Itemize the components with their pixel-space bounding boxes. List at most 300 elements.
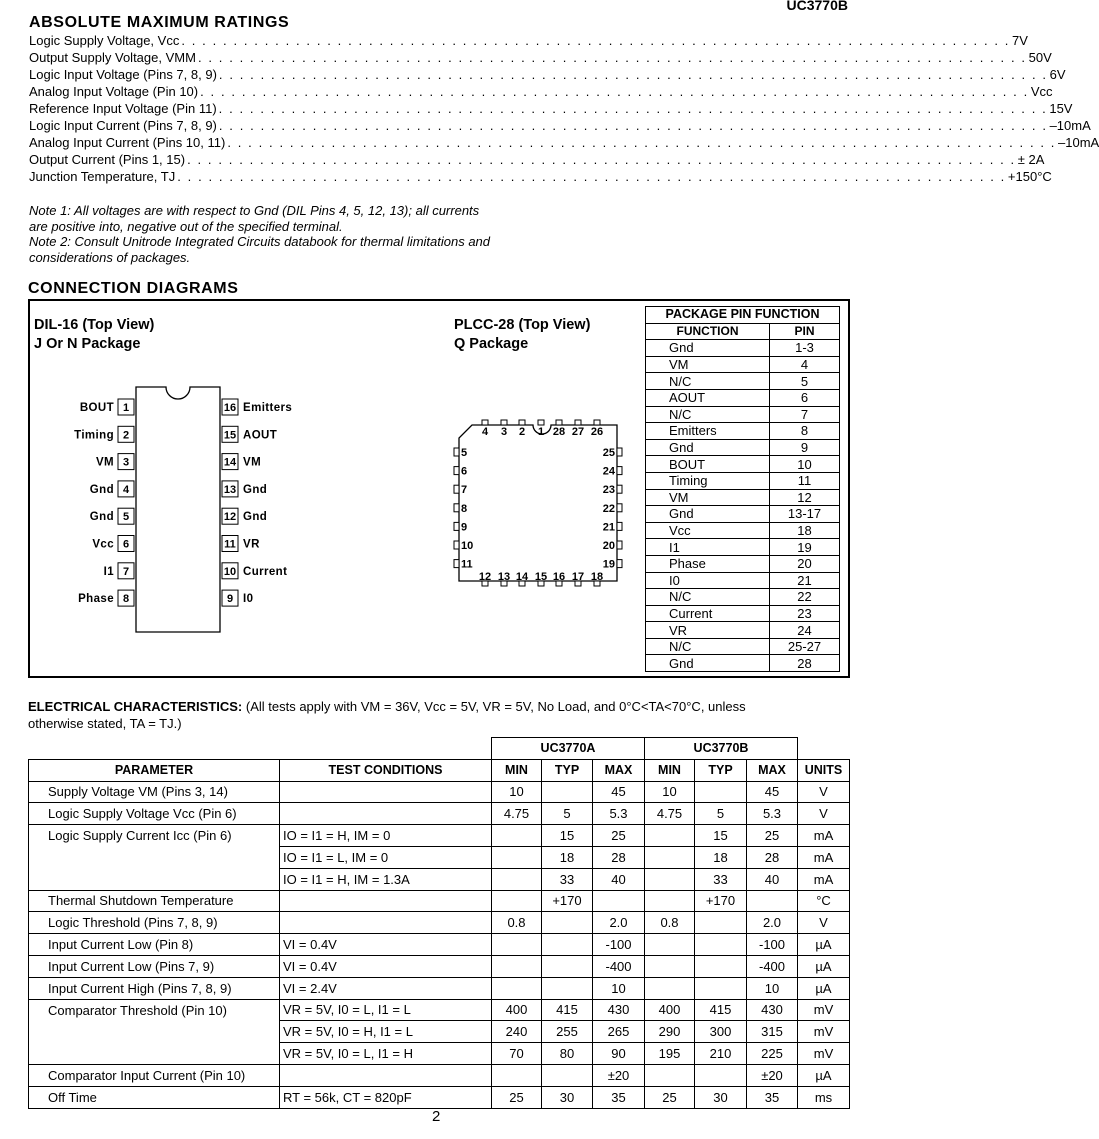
ec-row xyxy=(29,1064,850,1086)
ec-parameter xyxy=(29,1043,280,1065)
ppf-pin: 20 xyxy=(770,555,840,572)
amr-value: –10mA xyxy=(1049,118,1091,133)
ec-value: 40 xyxy=(593,868,645,890)
plcc-top-pin xyxy=(575,420,581,425)
plcc-left-pin-number: 5 xyxy=(461,447,468,459)
ec-header: MIN xyxy=(645,759,695,781)
amr-leader-dots: . . . . . . . . . . . . . . . . . . . . . . . . . . . . . . . . . . . . . . . . . . . . . . . . . . . . . . . . . . . . . . . . . . . . . . . . . . . . . . . . xyxy=(218,67,1048,82)
ec-value: 35 xyxy=(747,1086,798,1108)
ec-value: -400 xyxy=(747,955,798,977)
ec-unit: mA xyxy=(798,825,850,847)
ec-value: ±20 xyxy=(593,1064,645,1086)
plcc-left-pin xyxy=(454,522,459,530)
ppf-row xyxy=(646,589,840,606)
amr-leader-dots: . . . . . . . . . . . . . . . . . . . . . . . . . . . . . . . . . . . . . . . . . . . . . . . . . . . . . . . . . . . . . . . . . . . . . . . . . . . . . . . . xyxy=(218,101,1048,116)
plcc-left-pin-number: 9 xyxy=(461,521,468,534)
plcc-right-pin-number: 25 xyxy=(602,447,615,459)
ec-parameter xyxy=(29,846,280,868)
ec-header: TYP xyxy=(695,759,747,781)
ec-value xyxy=(695,781,747,803)
ppf-pin: 24 xyxy=(770,622,840,639)
ppf-pin: 6 xyxy=(770,389,840,406)
dil-right-pin-number: 13 xyxy=(223,483,237,496)
amr-row xyxy=(29,152,1045,169)
ec-value: 4.75 xyxy=(645,803,695,825)
ppf-function: VR xyxy=(646,622,770,639)
ppf-row xyxy=(646,539,840,556)
ppf-pin: 1-3 xyxy=(770,340,840,357)
ec-parameter: Logic Threshold (Pins 7, 8, 9) xyxy=(29,912,280,934)
ppf-row xyxy=(646,655,840,672)
ec-value xyxy=(492,846,542,868)
plcc-right-pin xyxy=(617,522,622,530)
ec-value: 290 xyxy=(645,1021,695,1043)
ec-value: 18 xyxy=(695,846,747,868)
ec-value xyxy=(542,934,593,956)
notes xyxy=(29,203,549,265)
amr-leader-dots: . . . . . . . . . . . . . . . . . . . . . . . . . . . . . . . . . . . . . . . . . . . . . . . . . . . . . . . . . . . . . . . . . . . . . . . . . . . . . . . . xyxy=(187,152,1016,167)
amr-leader-dots: . . . . . . . . . . . . . . . . . . . . . . . . . . . . . . . . . . . . . . . . . . . . . . . . . . . . . . . . . . . . . . . . . . . . . . . . . . . . . . . . xyxy=(197,50,1027,65)
ppf-function: Gnd xyxy=(646,439,770,456)
ec-parameter: Off Time xyxy=(29,1086,280,1108)
ec-row xyxy=(29,890,850,912)
ec-value xyxy=(645,890,695,912)
ec-value: 28 xyxy=(747,846,798,868)
ppf-row xyxy=(646,406,840,423)
ppf-row xyxy=(646,622,840,639)
plcc-left-pin-number: 8 xyxy=(461,502,468,515)
ec-value xyxy=(645,955,695,977)
dil-left-pin-label: Gnd xyxy=(89,511,114,524)
ec-group-uc3770b: UC3770B xyxy=(645,738,798,760)
plcc-left-pin xyxy=(454,467,459,475)
dil-right-pin-label: Emitters xyxy=(243,402,293,414)
ec-value: 0.8 xyxy=(645,912,695,934)
ec-value xyxy=(542,781,593,803)
dil-right-pin-number: 9 xyxy=(226,593,234,606)
plcc-right-pin-number: 19 xyxy=(602,558,615,571)
ec-title-rest: (All tests apply with VM = 36V, Vcc = 5V, VR = 5V, No Load, and 0°C<TA<70°C, unless xyxy=(242,699,746,714)
plcc-bottom-pin-number: 16 xyxy=(552,571,566,583)
plcc28-diagram xyxy=(450,415,630,590)
plcc-bottom-pin-number: 14 xyxy=(515,571,529,583)
amr-value: 50V xyxy=(1028,50,1052,65)
plcc-top-pin-number: 2 xyxy=(518,426,526,438)
part-number: UC3770B xyxy=(786,0,848,13)
ec-value: 415 xyxy=(542,999,593,1021)
plcc-left-pin-number: 7 xyxy=(461,484,468,497)
ec-value: 195 xyxy=(645,1043,695,1065)
dil-right-pin-number: 11 xyxy=(224,538,236,551)
plcc-bottom-pin-number: 12 xyxy=(478,571,492,583)
ppf-pin: 11 xyxy=(770,472,840,489)
ec-value: +170 xyxy=(695,890,747,912)
ec-value xyxy=(542,1064,593,1086)
amr-leader-dots: . . . . . . . . . . . . . . . . . . . . . . . . . . . . . . . . . . . . . . . . . . . . . . . . . . . . . . . . . . . . . . . . . . . . . . . . . . . . . . . . xyxy=(181,33,1011,48)
ec-condition xyxy=(280,803,492,825)
ec-unit: ms xyxy=(798,1086,850,1108)
ec-value: 10 xyxy=(492,781,542,803)
ec-value: 28 xyxy=(593,846,645,868)
ec-condition: VI = 0.4V xyxy=(280,934,492,956)
page-number: 2 xyxy=(432,1108,441,1125)
plcc-left-pin xyxy=(454,504,459,512)
dil-right-pin-label: Current xyxy=(243,565,288,578)
amr-row xyxy=(29,135,1099,152)
ec-unit: V xyxy=(798,912,850,934)
dil-right-pin-label: I0 xyxy=(243,593,254,606)
plcc-title-line-2: Q Package xyxy=(454,336,529,352)
ppf-function: Emitters xyxy=(646,423,770,440)
ppf-pin: 28 xyxy=(770,655,840,672)
ec-condition: IO = I1 = H, IM = 1.3A xyxy=(280,868,492,890)
ec-value: 33 xyxy=(695,868,747,890)
ec-value: 40 xyxy=(747,868,798,890)
ec-row xyxy=(29,868,850,890)
dil-title-line-1: DIL-16 (Top View) xyxy=(34,317,155,333)
plcc-right-pin xyxy=(617,485,622,493)
dil-left-pin-number: 2 xyxy=(122,429,130,442)
ppf-pin: 21 xyxy=(770,572,840,589)
ec-value: 15 xyxy=(542,825,593,847)
ec-row xyxy=(29,1021,850,1043)
ec-value: 80 xyxy=(542,1043,593,1065)
ec-value xyxy=(542,912,593,934)
amr-title: ABSOLUTE MAXIMUM RATINGS xyxy=(29,14,290,31)
plcc-left-pin xyxy=(454,448,459,456)
ec-value xyxy=(645,825,695,847)
plcc-left-pin-number: 6 xyxy=(461,465,468,478)
amr-value: 7V xyxy=(1012,33,1028,48)
dil16-diagram xyxy=(60,380,320,640)
ppf-title: PACKAGE PIN FUNCTION xyxy=(646,307,840,324)
dil-left-pin-label: I1 xyxy=(103,565,114,578)
amr-value: Vcc xyxy=(1030,84,1053,99)
ec-value: 4.75 xyxy=(492,803,542,825)
ec-condition: VR = 5V, I0 = L, I1 = L xyxy=(280,999,492,1021)
ec-parameter: Comparator Threshold (Pin 10) xyxy=(29,999,280,1021)
ppf-function: N/C xyxy=(646,638,770,655)
ec-row xyxy=(29,955,850,977)
ppf-pin: 5 xyxy=(770,373,840,390)
ec-value: 15 xyxy=(695,825,747,847)
ec-parameter xyxy=(29,868,280,890)
ec-unit: mA xyxy=(798,868,850,890)
plcc-left-pin xyxy=(454,485,459,493)
ec-condition: IO = I1 = L, IM = 0 xyxy=(280,846,492,868)
ec-unit: µA xyxy=(798,934,850,956)
dil-left-pin-number: 1 xyxy=(122,402,130,414)
plcc-right-pin xyxy=(617,448,622,456)
ppf-row xyxy=(646,389,840,406)
ec-value: ±20 xyxy=(747,1064,798,1086)
ppf-pin: 22 xyxy=(770,589,840,606)
ec-value xyxy=(645,868,695,890)
plcc-right-pin xyxy=(617,560,622,568)
ec-value xyxy=(645,934,695,956)
ec-row xyxy=(29,781,850,803)
amr-label: Analog Input Voltage (Pin 10) xyxy=(29,84,199,99)
ppf-function: Gnd xyxy=(646,340,770,357)
amr-leader-dots: . . . . . . . . . . . . . . . . . . . . . . . . . . . . . . . . . . . . . . . . . . . . . . . . . . . . . . . . . . . . . . . . . . . . . . . . . . . . . . . . xyxy=(200,84,1029,99)
ec-value: 5.3 xyxy=(747,803,798,825)
ec-header: MAX xyxy=(593,759,645,781)
ec-value xyxy=(645,977,695,999)
ec-unit: mV xyxy=(798,999,850,1021)
ppf-col-function: FUNCTION xyxy=(646,323,770,340)
note-1-line-1: Note 1: All voltages are with respect to Gnd (DIL Pins 4, 5, 12, 13); all currents xyxy=(29,203,480,218)
ec-condition: VI = 0.4V xyxy=(280,955,492,977)
ec-value xyxy=(747,890,798,912)
dil-right-pin-label: AOUT xyxy=(243,429,278,442)
ppf-function: VM xyxy=(646,356,770,373)
ec-unit: µA xyxy=(798,977,850,999)
ec-parameter: Logic Supply Voltage Vcc (Pin 6) xyxy=(29,803,280,825)
amr-label: Logic Input Current (Pins 7, 8, 9) xyxy=(29,118,217,133)
ec-value: 33 xyxy=(542,868,593,890)
ec-value: 300 xyxy=(695,1021,747,1043)
plcc-top-pin xyxy=(556,420,562,425)
ppf-function: N/C xyxy=(646,589,770,606)
dil-title xyxy=(34,316,154,354)
ppf-function: Vcc xyxy=(646,522,770,539)
ec-value: 35 xyxy=(593,1086,645,1108)
dil-right-pin-number: 12 xyxy=(223,511,237,524)
plcc-right-pin xyxy=(617,541,622,549)
ec-value: 0.8 xyxy=(492,912,542,934)
ec-value: 255 xyxy=(542,1021,593,1043)
dil-left-pin-number: 4 xyxy=(122,483,130,496)
ec-value: 90 xyxy=(593,1043,645,1065)
amr-row xyxy=(29,33,1028,50)
plcc-top-pin-number: 27 xyxy=(571,426,585,438)
ec-unit: mV xyxy=(798,1043,850,1065)
ec-value: 10 xyxy=(747,977,798,999)
plcc-right-pin-number: 21 xyxy=(602,521,615,534)
ec-row xyxy=(29,825,850,847)
ec-value xyxy=(593,890,645,912)
ec-condition xyxy=(280,890,492,912)
ec-value xyxy=(542,955,593,977)
ppf-function: BOUT xyxy=(646,456,770,473)
plcc-top-pin-number: 4 xyxy=(481,426,489,438)
ec-value: 30 xyxy=(695,1086,747,1108)
ec-row xyxy=(29,977,850,999)
dil-left-pin-number: 8 xyxy=(122,593,130,606)
amr-label: Analog Input Current (Pins 10, 11) xyxy=(29,135,226,150)
ec-unit: V xyxy=(798,803,850,825)
ppf-row xyxy=(646,439,840,456)
ec-value: 30 xyxy=(542,1086,593,1108)
ec-value: 25 xyxy=(747,825,798,847)
ppf-row xyxy=(646,506,840,523)
dil-left-pin-label: Phase xyxy=(78,593,114,606)
plcc-top-pin-number: 26 xyxy=(590,426,604,438)
ppf-pin: 23 xyxy=(770,605,840,622)
ec-value: 45 xyxy=(747,781,798,803)
ppf-row xyxy=(646,423,840,440)
amr-row xyxy=(29,169,1052,186)
ec-value: 225 xyxy=(747,1043,798,1065)
plcc-left-pin xyxy=(454,541,459,549)
ec-condition: VR = 5V, I0 = H, I1 = L xyxy=(280,1021,492,1043)
ec-value: 45 xyxy=(593,781,645,803)
ec-row xyxy=(29,912,850,934)
ec-row xyxy=(29,934,850,956)
amr-value: ± 2A xyxy=(1017,152,1045,167)
ec-value: -400 xyxy=(593,955,645,977)
electrical-characteristics-table xyxy=(28,737,850,1109)
dil-left-pin-number: 5 xyxy=(122,511,130,524)
ppf-pin: 25-27 xyxy=(770,638,840,655)
ec-unit: mA xyxy=(798,846,850,868)
amr-leader-dots: . . . . . . . . . . . . . . . . . . . . . . . . . . . . . . . . . . . . . . . . . . . . . . . . . . . . . . . . . . . . . . . . . . . . . . . . . . . . . . . . xyxy=(218,118,1048,133)
dil-right-pin-label: Gnd xyxy=(243,511,268,524)
ppf-row xyxy=(646,605,840,622)
ec-value: -100 xyxy=(747,934,798,956)
note-1-line-2: are positive into, negative out of the specified terminal. xyxy=(29,218,343,234)
ec-value: 25 xyxy=(492,1086,542,1108)
plcc-title-line-1: PLCC-28 (Top View) xyxy=(454,317,591,333)
ec-header: MIN xyxy=(492,759,542,781)
amr-label: Logic Input Voltage (Pins 7, 8, 9) xyxy=(29,67,217,82)
ppf-function: VM xyxy=(646,489,770,506)
amr-label: Output Supply Voltage, VMM xyxy=(29,50,196,65)
dil-right-pin-label: VR xyxy=(243,538,260,551)
ppf-pin: 12 xyxy=(770,489,840,506)
ec-value xyxy=(492,934,542,956)
absolute-maximum-ratings xyxy=(29,33,1099,186)
ec-group-uc3770a: UC3770A xyxy=(492,738,645,760)
plcc-top-pin xyxy=(538,420,544,425)
amr-row xyxy=(29,101,1073,118)
ec-condition xyxy=(280,912,492,934)
dil-left-pin-number: 6 xyxy=(122,538,130,551)
ec-title-line-2: otherwise stated, TA = TJ.) xyxy=(28,716,182,731)
dil-left-pin-label: Vcc xyxy=(92,538,114,551)
ppf-pin: 13-17 xyxy=(770,506,840,523)
ppf-function: Phase xyxy=(646,555,770,572)
ec-value xyxy=(492,1064,542,1086)
ec-row xyxy=(29,803,850,825)
dil-left-pin-number: 7 xyxy=(122,565,130,578)
ppf-pin: 4 xyxy=(770,356,840,373)
dil-right-pin-number: 14 xyxy=(223,456,237,469)
amr-row xyxy=(29,50,1052,67)
ec-value: 25 xyxy=(593,825,645,847)
ec-header: MAX xyxy=(747,759,798,781)
plcc-left-pin xyxy=(454,560,459,568)
plcc-top-pin xyxy=(501,420,507,425)
plcc-bottom-pin-number: 15 xyxy=(534,571,548,583)
ec-value xyxy=(645,1064,695,1086)
ppf-function: Timing xyxy=(646,472,770,489)
ec-unit: °C xyxy=(798,890,850,912)
dil-right-pin-label: VM xyxy=(243,456,262,469)
plcc28-body xyxy=(459,425,617,581)
ec-header: PARAMETER xyxy=(29,759,280,781)
ec-value xyxy=(492,890,542,912)
ec-value xyxy=(695,934,747,956)
ppf-pin: 8 xyxy=(770,423,840,440)
plcc-bottom-pin-number: 17 xyxy=(571,571,585,583)
plcc-top-pin xyxy=(594,420,600,425)
ec-value: 400 xyxy=(645,999,695,1021)
ec-header: TYP xyxy=(542,759,593,781)
ec-value xyxy=(542,977,593,999)
ec-parameter xyxy=(29,1021,280,1043)
ec-condition: IO = I1 = H, IM = 0 xyxy=(280,825,492,847)
plcc-right-pin-number: 22 xyxy=(602,502,615,515)
amr-value: 15V xyxy=(1049,101,1073,116)
ec-parameter: Thermal Shutdown Temperature xyxy=(29,890,280,912)
ppf-col-pin: PIN xyxy=(770,323,840,340)
ec-unit: V xyxy=(798,781,850,803)
ec-value: 415 xyxy=(695,999,747,1021)
ppf-row xyxy=(646,340,840,357)
plcc-top-pin-number: 28 xyxy=(552,426,566,438)
ec-value: 18 xyxy=(542,846,593,868)
ec-value: -100 xyxy=(593,934,645,956)
ec-value: 25 xyxy=(645,1086,695,1108)
ppf-row xyxy=(646,373,840,390)
ec-unit: mV xyxy=(798,1021,850,1043)
ec-value: 430 xyxy=(593,999,645,1021)
ppf-function: Gnd xyxy=(646,655,770,672)
plcc-bottom-pin-number: 13 xyxy=(497,571,511,583)
dil-left-pin-label: Gnd xyxy=(89,483,114,496)
amr-leader-dots: . . . . . . . . . . . . . . . . . . . . . . . . . . . . . . . . . . . . . . . . . . . . . . . . . . . . . . . . . . . . . . . . . . . . . . . . . . . . . . . . xyxy=(177,169,1006,184)
ppf-row xyxy=(646,555,840,572)
amr-row xyxy=(29,118,1091,135)
ec-parameter: Input Current Low (Pin 8) xyxy=(29,934,280,956)
dil-left-pin-label: VM xyxy=(95,456,114,469)
ec-value: 70 xyxy=(492,1043,542,1065)
ppf-row xyxy=(646,638,840,655)
ppf-row xyxy=(646,489,840,506)
ppf-row xyxy=(646,572,840,589)
ppf-row xyxy=(646,456,840,473)
ec-value xyxy=(645,846,695,868)
ec-value xyxy=(492,825,542,847)
connection-title: CONNECTION DIAGRAMS xyxy=(28,280,239,297)
plcc-top-pin xyxy=(482,420,488,425)
amr-label: Logic Supply Voltage, Vcc xyxy=(29,33,180,48)
ec-value: 5 xyxy=(695,803,747,825)
ec-parameter: Input Current Low (Pins 7, 9) xyxy=(29,955,280,977)
amr-leader-dots: . . . . . . . . . . . . . . . . . . . . . . . . . . . . . . . . . . . . . . . . . . . . . . . . . . . . . . . . . . . . . . . . . . . . . . . . . . . . . . . . xyxy=(227,135,1057,150)
plcc-right-pin-number: 24 xyxy=(602,465,615,478)
ec-row xyxy=(29,1043,850,1065)
ec-condition: VI = 2.4V xyxy=(280,977,492,999)
package-pin-function-table xyxy=(645,306,840,672)
plcc-top-pin-number: 3 xyxy=(500,426,508,438)
dil16-body xyxy=(136,387,220,632)
amr-label: Reference Input Voltage (Pin 11) xyxy=(29,101,217,116)
ec-value: 430 xyxy=(747,999,798,1021)
ec-header: UNITS xyxy=(798,759,850,781)
ec-row xyxy=(29,846,850,868)
amr-row xyxy=(29,67,1066,84)
dil-left-pin-label: BOUT xyxy=(79,402,114,414)
ec-condition: RT = 56k, CT = 820pF xyxy=(280,1086,492,1108)
plcc-top-pin xyxy=(519,420,525,425)
ec-value xyxy=(695,1064,747,1086)
plcc-title xyxy=(454,316,590,354)
ec-title xyxy=(28,698,848,732)
ppf-function: N/C xyxy=(646,373,770,390)
plcc-bottom-pin-number: 18 xyxy=(590,571,604,583)
